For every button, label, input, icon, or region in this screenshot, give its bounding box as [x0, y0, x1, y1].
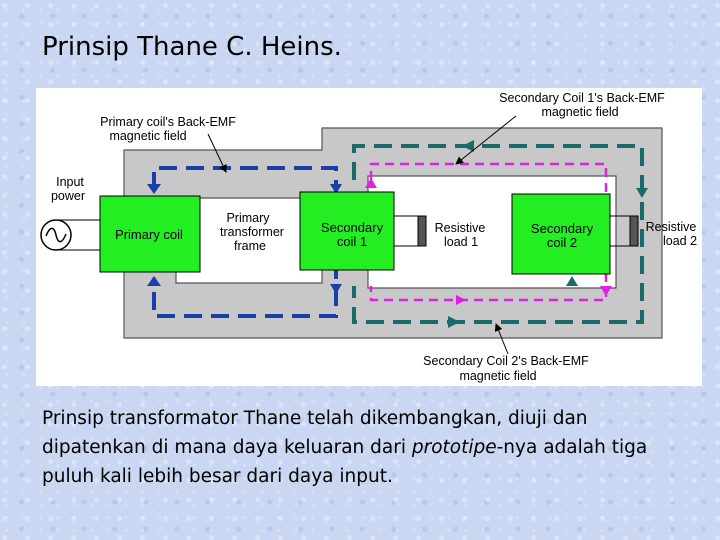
resistive-load-1-icon [418, 216, 426, 246]
diagram-canvas [36, 88, 702, 386]
load-2-label-line1: Resistive [645, 220, 697, 234]
primary-backemf-label-line1: Primary coil's Back-EMF [100, 115, 236, 129]
caption-text-part1: Prinsip transformator Thane telah dikembangkan, diuji dan dipatenkan di mana daya keluaran dari [42, 408, 588, 458]
load-1-label-line1: Resistive [434, 221, 486, 235]
secondary2-backemf-label-line1: Secondary Coil 2's Back-EMF [423, 354, 589, 368]
secondary1-backemf-label-line1: Secondary Coil 1's Back-EMF [499, 91, 665, 105]
secondary2-backemf-label-line2: magnetic field [459, 369, 537, 383]
secondary-coil-1-label-line1: Secondary [320, 220, 384, 235]
secondary-coil-2-label-line1: Secondary [530, 221, 594, 236]
input-power-label-line2: power [50, 189, 86, 203]
primary-coil-label: Primary coil [115, 227, 183, 242]
load-2-label-line2: load 2 [662, 234, 698, 248]
caption-text-part2: -nya adalah tiga puluh kali lebih besar dari daya input. [42, 437, 648, 487]
load-1-label-line2: load 1 [443, 235, 479, 249]
resistive-load-2-icon [630, 216, 638, 246]
transformer-diagram [36, 88, 702, 386]
secondary1-backemf-label-line2: magnetic field [541, 105, 619, 119]
caption-paragraph [42, 404, 692, 491]
frame-label-line1: Primary [226, 211, 270, 225]
secondary-coil-2-label-line2: coil 2 [546, 235, 578, 250]
slide-title: Prinsip Thane C. Heins. [42, 32, 342, 62]
input-power-label-line1: Input [56, 175, 84, 189]
frame-label-line3: frame [234, 239, 266, 253]
primary-backemf-label-line2: magnetic field [109, 129, 187, 143]
secondary2-flux-arrow-up [566, 276, 578, 286]
secondary-coil-1-label-line2: coil 1 [336, 234, 368, 249]
caption-emphasis: prototipe [411, 437, 497, 458]
frame-label-line2: transformer [220, 225, 284, 239]
